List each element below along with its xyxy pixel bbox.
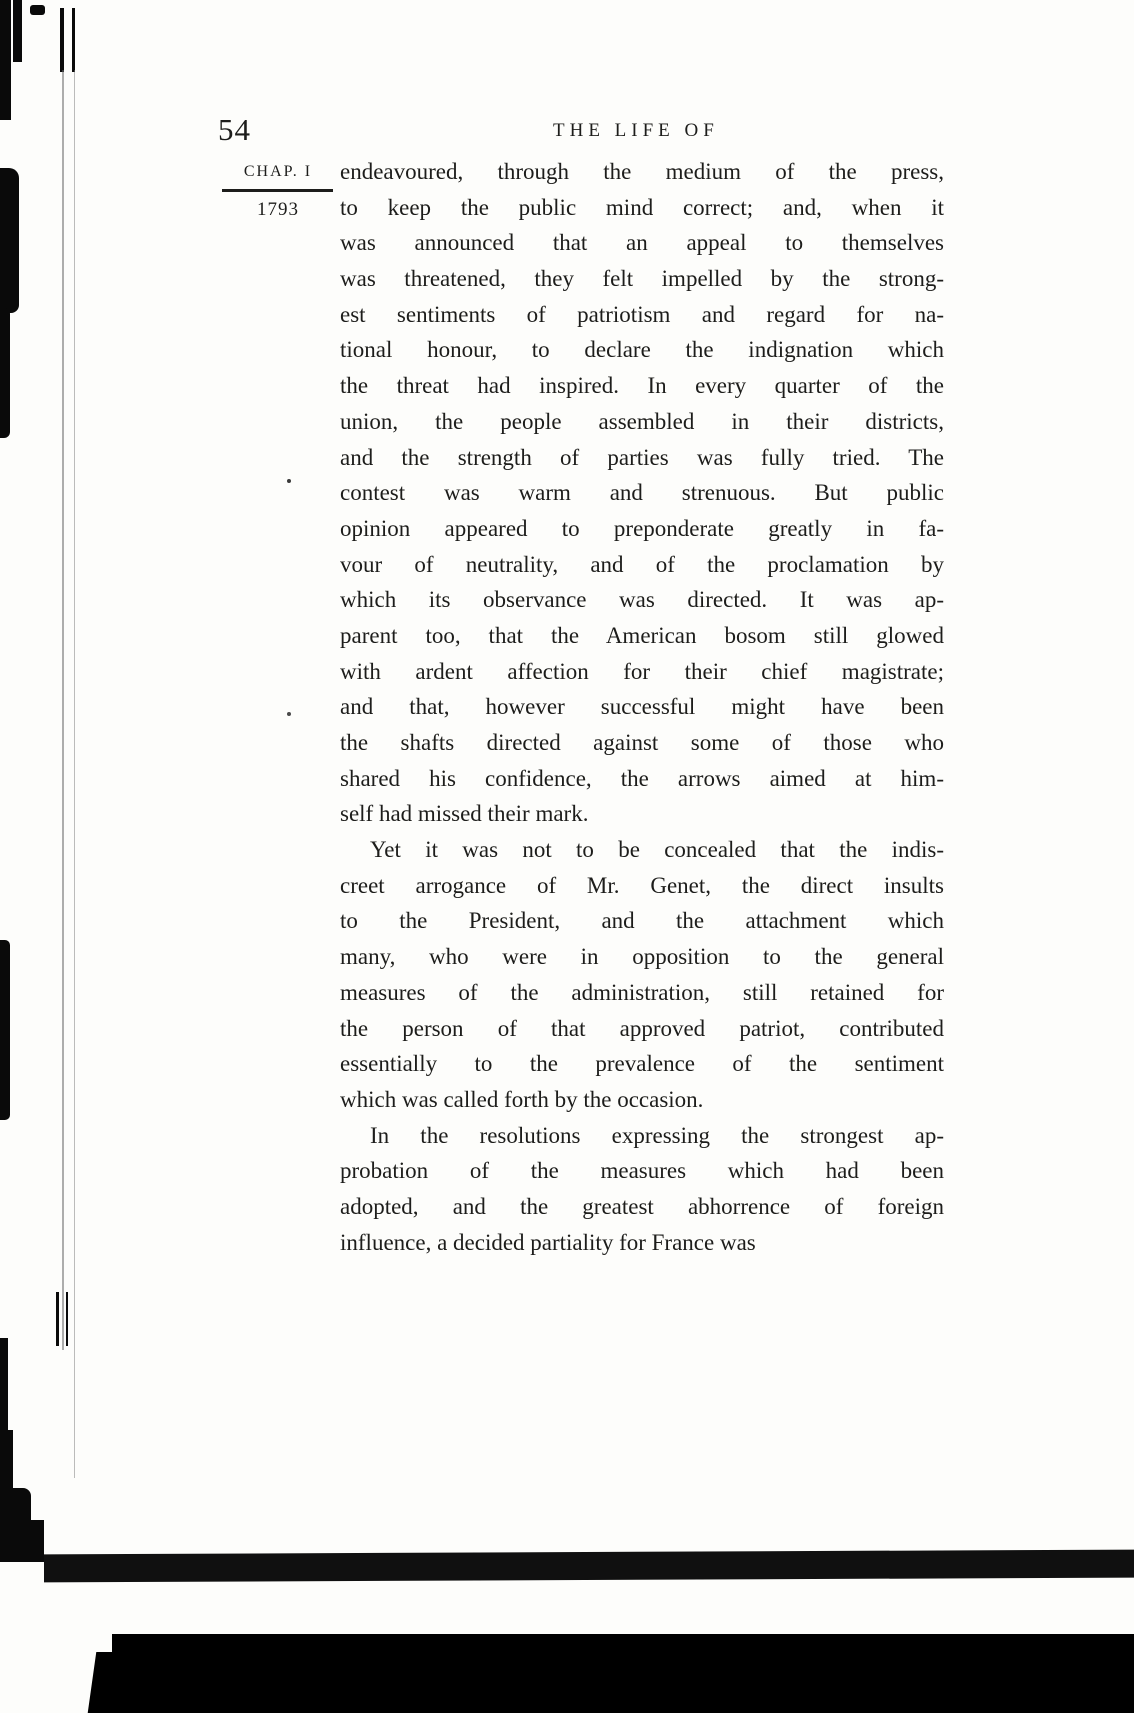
text-line: est sentiments of patriotism and regard for na- bbox=[340, 301, 944, 327]
text-line: influence, a decided partiality for France was bbox=[340, 1229, 756, 1255]
page-number: 54 bbox=[218, 112, 251, 147]
scan-artifact bbox=[287, 479, 291, 483]
text-line: essentially to the prevalence of the sentiment bbox=[340, 1051, 944, 1077]
text-line: the threat had inspired. In every quarter of the bbox=[340, 373, 944, 399]
text-line: to the President, and the attachment which bbox=[340, 908, 944, 934]
scan-artifact bbox=[0, 940, 10, 1120]
paragraph bbox=[340, 1118, 944, 1261]
scan-artifact bbox=[44, 1550, 1134, 1583]
scan-artifact bbox=[13, 0, 22, 62]
text-line: the shafts directed against some of those who bbox=[340, 730, 944, 755]
running-header: THE LIFE OF bbox=[553, 120, 719, 141]
text-line: parent too, that the American bosom still glowed bbox=[340, 622, 944, 648]
scan-artifact bbox=[0, 1488, 31, 1562]
text-line: was threatened, they felt impelled by the strong- bbox=[340, 266, 944, 292]
text-line: and that, however successful might have been bbox=[340, 694, 944, 720]
text-line: vour of neutrality, and of the proclamation by bbox=[340, 551, 944, 577]
text-line: measures of the administration, still retained for bbox=[340, 979, 944, 1005]
text-line: with ardent affection for their chief magistrate; bbox=[340, 658, 944, 684]
year-label: 1793 bbox=[257, 198, 299, 220]
text-line: tional honour, to declare the indignation which bbox=[340, 337, 944, 363]
scan-artifact bbox=[66, 1292, 68, 1346]
scan-artifact bbox=[30, 1520, 44, 1562]
scan-artifact bbox=[72, 8, 75, 72]
text-line: probation of the measures which had been bbox=[340, 1158, 944, 1184]
text-line: and the strength of parties was fully tried. The bbox=[340, 444, 944, 470]
text-line: many, who were in opposition to the general bbox=[340, 944, 944, 970]
body-text bbox=[340, 154, 944, 1260]
scan-artifact bbox=[30, 5, 45, 15]
scan-artifact bbox=[62, 70, 64, 1350]
text-line: to keep the public mind correct; and, when it bbox=[340, 194, 944, 220]
text-line: contest was warm and strenuous. But public bbox=[340, 480, 944, 506]
scan-artifact bbox=[0, 1430, 13, 1492]
paragraph bbox=[340, 832, 944, 1118]
text-line: the person of that approved patriot, contributed bbox=[340, 1015, 944, 1041]
scan-artifact bbox=[112, 1634, 1134, 1713]
text-line: which its observance was directed. It was ap- bbox=[340, 587, 944, 613]
text-line: In the resolutions expressing the strongest ap- bbox=[370, 1122, 944, 1148]
text-line: creet arrogance of Mr. Genet, the direct insults bbox=[340, 872, 944, 898]
chapter-label: CHAP. I bbox=[243, 163, 313, 180]
text-line: opinion appeared to preponderate greatly in fa- bbox=[340, 515, 944, 541]
text-line: endeavoured, through the medium of the press, bbox=[340, 159, 944, 184]
text-line: union, the people assembled in their districts, bbox=[340, 408, 944, 434]
scan-artifact bbox=[0, 168, 19, 313]
scan-artifact bbox=[74, 70, 75, 1478]
sidenote bbox=[222, 163, 334, 221]
text-line: was announced that an appeal to themselves bbox=[340, 230, 944, 256]
text-line: adopted, and the greatest abhorrence of foreign bbox=[340, 1193, 944, 1219]
scan-artifact bbox=[56, 1292, 59, 1346]
sidenote-rule bbox=[222, 189, 333, 192]
scan-artifact bbox=[0, 308, 10, 438]
scan-artifact bbox=[60, 8, 64, 72]
text-line: which was called forth by the occasion. bbox=[340, 1086, 704, 1112]
paragraph bbox=[340, 154, 944, 832]
text-line: self had missed their mark. bbox=[340, 801, 589, 827]
scan-artifact bbox=[287, 712, 291, 716]
text-line: shared his confidence, the arrows aimed at him- bbox=[340, 765, 944, 791]
text-line: Yet it was not to be concealed that the indis- bbox=[370, 837, 944, 863]
scan-artifact bbox=[0, 0, 11, 120]
